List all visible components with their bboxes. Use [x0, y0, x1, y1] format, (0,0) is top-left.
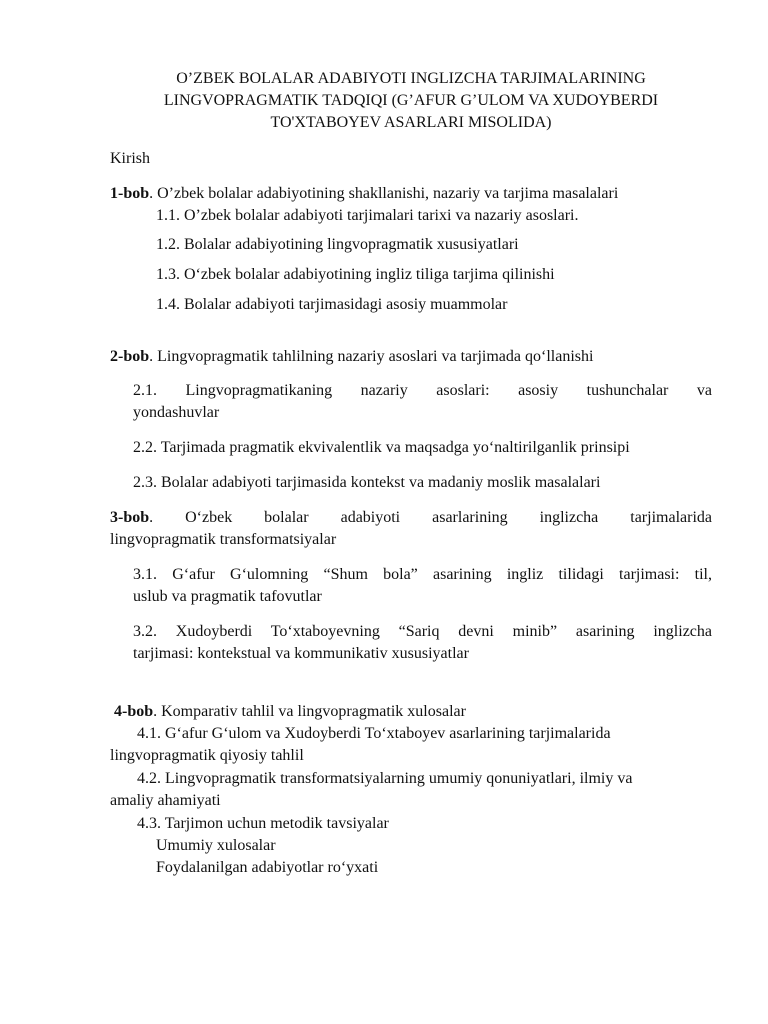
section-1-3: 1.3. O‘zbek bolalar adabiyotining ingliz tiliga tarjima qilinishi [156, 266, 555, 283]
section-3-1 [133, 564, 712, 608]
chapter-1-title: . O’zbek bolalar adabiyotining shakllanishi, nazariy va tarjima masalalari [149, 185, 619, 202]
section-4-1-line-1: 4.1. G‘afur G‘ulom va Xudoyberdi To‘xtaboyev asarlarining tarjimalarida [137, 725, 611, 742]
section-2-2: 2.2. Tarjimada pragmatik ekvivalentlik va maqsadga yo‘naltirilganlik prinsipi [133, 439, 630, 456]
chapter-4-heading [114, 701, 466, 723]
section-1-1: 1.1. O’zbek bolalar adabiyoti tarjimalari tarixi va nazariy asoslari. [156, 207, 579, 224]
chapter-2-title: . Lingvopragmatik tahlilning nazariy asoslari va tarjimada qo‘llanishi [149, 348, 594, 365]
chapter-1-label: 1-bob [110, 185, 150, 202]
section-2-1-line-2: yondashuvlar [133, 404, 220, 421]
section-3-1-line-1: 3.1. G‘afur G‘ulomning “Shum bola” asarining ingliz tilidagi tarjimasi: til, [133, 566, 712, 583]
title-line-2: LINGVOPRAGMATIK TADQIQI (G’AFUR G’ULOM VA XUDOYBERDI [163, 92, 659, 109]
chapter-3-title-line-2: lingvopragmatik transformatsiyalar [110, 531, 337, 548]
section-4-2-line-2: amaliy ahamiyati [110, 792, 221, 809]
conclusion-item: Umumiy xulosalar [156, 837, 276, 854]
chapter-2-heading [110, 346, 593, 368]
section-4-3: 4.3. Tarjimon uchun metodik tavsiyalar [137, 815, 389, 832]
chapter-4-label: 4-bob [114, 703, 154, 720]
section-1-2: 1.2. Bolalar adabiyotining lingvopragmatik xususiyatlari [156, 236, 519, 253]
document-title [110, 68, 712, 134]
chapter-1-heading [110, 183, 618, 205]
section-2-1 [133, 380, 712, 424]
title-line-1: O’ZBEK BOLALAR ADABIYOTI INGLIZCHA TARJIMALARINING [176, 70, 646, 87]
section-2-1-line-1: 2.1. Lingvopragmatikaning nazariy asoslari: asosiy tushunchalar va [133, 382, 712, 399]
chapter-2-label: 2-bob [110, 348, 150, 365]
section-1-4: 1.4. Bolalar adabiyoti tarjimasidagi asosiy muammolar [156, 296, 508, 313]
section-3-2-line-2: tarjimasi: kontekstual va kommunikativ xususiyatlar [133, 645, 469, 662]
chapter-3-heading [110, 507, 712, 551]
section-3-1-line-2: uslub va pragmatik tafovutlar [133, 588, 322, 605]
section-4-2-line-1: 4.2. Lingvopragmatik transformatsiyalarning umumiy qonuniyatlari, ilmiy va [137, 770, 633, 787]
chapter-3-heading-line-1 [110, 507, 712, 529]
chapter-4-title: . Komparativ tahlil va lingvopragmatik xulosalar [153, 703, 466, 720]
chapter-3-label: 3-bob [110, 509, 150, 526]
references-item: Foydalanilgan adabiyotlar ro‘yxati [156, 859, 379, 876]
title-line-3: TO'XTABOYEV ASARLARI MISOLIDA) [270, 114, 552, 131]
section-2-3: 2.3. Bolalar adabiyoti tarjimasida kontekst va madaniy moslik masalalari [133, 474, 601, 491]
section-3-2-line-1: 3.2. Xudoyberdi To‘xtaboyevning “Sariq devni minib” asarining inglizcha [133, 623, 712, 640]
intro-heading: Kirish [110, 150, 150, 167]
chapter-3-title-line-1: . O‘zbek bolalar adabiyoti asarlarining inglizcha tarjimalarida [149, 509, 712, 526]
section-4-1-line-2: lingvopragmatik qiyosiy tahlil [110, 747, 304, 764]
section-3-2 [133, 621, 712, 665]
